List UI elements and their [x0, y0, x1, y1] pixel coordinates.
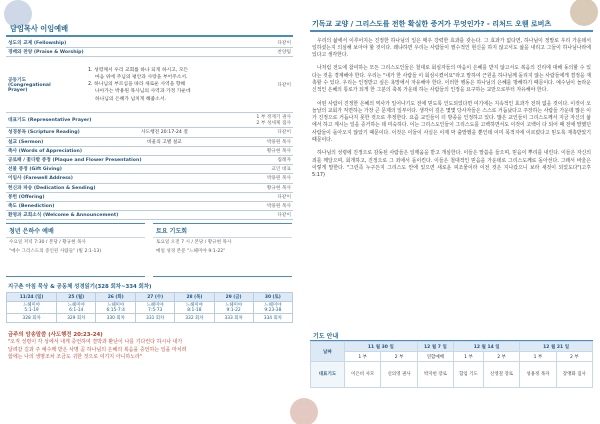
order-row: 성경봉독 (Scripture Reading) 사도행전 20:17-24 절 다같이 — [6, 128, 293, 137]
saturday-prayer-title: 토요 기도회 — [153, 224, 292, 238]
reading-dates-row: 11/24 (일) 25 (월) 26 (화) 27 (수) 28 (목) 29 (금) 30 (토) — [7, 293, 293, 302]
order-row: 설교 (Sermon) 바울의 고별 설교 박용원 목사 — [6, 137, 293, 146]
page-title-left: 담임목사 이임예배 — [10, 24, 69, 33]
order-leader: 찬양팀 — [243, 48, 293, 57]
order-leader: 다같이 — [243, 57, 293, 113]
order-label: 공동기도 (Congregational Prayer) — [6, 57, 86, 113]
right-panel — [310, 19, 593, 419]
order-row: 공로패 / 꽃다발 증정 (Plaque and Flower Presentation) 집례자 — [6, 155, 293, 164]
weekly-meetings — [6, 223, 293, 277]
prayer-dates-row: 날짜 11 월 30 일 12 월 7 일 12 월 14 일 12 월 21 일 — [311, 342, 593, 352]
essay-paragraph: 어떤 사람이 진정한 은혜의 역사가 일어나기도 전에 믿도록 인도되었다면 여기에는 지속적인 효과가 전혀 없을 것이다. 이것이 오늘날의 교회가 직면하는 가장 큰 문제의 일부이다. 생각이 깊은 몇몇 당사자들은 스스로 거듭났다고 주장하는 사람들 가운데 많은 이가 진정으로 거듭나지 못한 것으로 추정한다. 요즘 교인들이 더 방종을 인정하고 있다. 많은 교인들이 그리스도께서 지금 자신의 삶에서 하고 계시는 일을 증거하는 데 미숙하다. 이는 그리스도인들이 그리스도를 고백하면서도 이것이 고백이 다 되어 때 전에 말했던 사람들이 돌아오지 않았기 때문이다. 이것은 이들이 사실은 이제 막 출발했을 뿐인데 이미 목적지에 이르렀다고 믿도록 재촉받았기 때문이다. — [312, 100, 591, 144]
memory-verse-title: 금주의 암송말씀 (사도행전 20:23-24) — [8, 332, 103, 339]
essay-paragraph: 우리의 삶에서 이루어지는 진정한 하나님의 일은 매우 강력한 효과를 갖는다. 그 효과가 없다면, 하나님이 정말로 우리 가운데서 일하셨는지 의심해 보아야 할 것이다. 왜냐하면 우리는 사람들이 필수적인 현신을 하지 않고서도 삶을 내리고 그들이 하나님나라에 있다고 생각한다. — [312, 37, 591, 59]
order-leader: 1 부 정재기 권사 2 부 성세제 집사 — [243, 113, 293, 128]
order-row: 환영과 교회소식 (Welcome & Announcement) 다같이 — [6, 211, 293, 220]
prayer-names-row: 대표기도 이은비 사모 신의영 권사 박지헌 장로 함임 기도 신영철 장로 성용정 목자 장앵화 집사 — [311, 362, 593, 388]
saturday-prayer-passage: 매일 성경 본문 "느헤미야 9:1-22" — [156, 249, 226, 255]
order-row: 축사 (Words of Appreciation) 황규현 목사 — [6, 146, 293, 155]
order-row: 봉헌 (Offering) 다같이 — [6, 192, 293, 201]
memory-verse-text: "오직 성령이 각 성에서 내게 증언하여 결박과 환난이 나를 기다린다 하시나 내가 달려갈 길과 주 예수께 받은 사명 곧 하나님의 은혜의 복음을 증언하는 일을 마치려 함에는 나의 생명조차 조금도 귀한 것으로 여기지 아니하노라" — [8, 339, 187, 361]
youth-worship-title: 청년 은하수 예배 — [6, 224, 145, 238]
youth-worship-box — [6, 223, 145, 277]
left-panel — [6, 24, 293, 419]
reading-passages-row: 느헤미야 5:1-19 느헤미야 6:1-14 느헤미야 6:15-7:4 느헤미야 7:5-73 느헤미야 8:1-18 느헤미야 9:1-22 느헤미야 9:23-38 — [7, 302, 293, 314]
prayer-schedule — [310, 331, 593, 388]
youth-worship-time: 수요일 저녁 7:30 / 본당 / 황규현 목사 — [9, 240, 86, 246]
order-row-prayer — [6, 57, 293, 113]
bible-reading-table — [6, 292, 293, 323]
saturday-prayer-box — [153, 223, 292, 277]
prayer-schedule-title: 기도 안내 — [310, 331, 593, 341]
essay-paragraph: 나처럼 전도에 참여하는 모든 그리스도인들은 철대로 회심자들의 마음이 은혜를 받지 않고서도 복음의 진리에 대해 동의할 수 있다는 것을 경계해야 한다. 우리는 "내가 한 사람들 이 회심시켰어요"라고 말하여 근원을 하나님께 돌리지 않는 사람들에게 결정을 재촉할 수 있다. 우리는 인정받고 싶은 욕망에서 자유해야 한다. 이러한 행동은 하나님의 은혜를 방해하기 때문이다. 예수님이 놀라운 신적인 은혜의 통로가 되게 한 그분의 축복 가운데 하는 사람들의 인정을 요구하는 교만으로부터 자유해야 한다. — [312, 65, 591, 94]
essay-body — [310, 32, 593, 180]
order-row: 헌신과 파송 (Dedication & Sending) 황규현 목사 — [6, 183, 293, 192]
bible-reading-title: 지구촌 아침 묵상 & 공동체 성경읽기(328 회차~334 회차) — [8, 284, 152, 291]
order-label: 대표기도 (Representative Prayer) — [6, 113, 243, 128]
order-row: 이임사 (Farewell Address) 박용원 목사 — [6, 174, 293, 183]
prayer-text: 1. 성령께서 우리 교회를 하나 되게 하시고, 모든 마음 위에 주님의 평안과 사랑을 부어주소서. 2. 하나님의 부르심을 따라 새로운 사역을 향해 나아가는 박용원 목사님의 사역과 가정 가운데 하나님의 은혜가 넘치게 해줍소서. — [86, 57, 243, 113]
worship-order-table — [6, 39, 293, 221]
order-label: 성도의 교제 (Fellowship) — [6, 39, 243, 48]
order-leader: 다같이 — [243, 39, 293, 48]
reading-counts-row: 328 회차 329 회차 330 회차 331 회차 332 회차 333 회차 334 회차 — [7, 314, 293, 323]
saturday-prayer-time: 토요일 오전 7 시 / 본당 / 황규현 목사 — [156, 240, 232, 246]
order-row: 축도 (Benediction) 박용원 목사 — [6, 201, 293, 210]
order-label: 경배와 찬양 (Praise & Worship) — [6, 48, 243, 57]
prayer-service-row: 1 부 2 부 연합예배 1 부 2 부 1 부 2 부 — [311, 352, 593, 362]
order-row — [6, 39, 293, 48]
order-row — [6, 48, 293, 57]
title-divider — [6, 35, 293, 37]
prayer-schedule-table — [310, 341, 593, 388]
essay-paragraph: 하나님의 성령에 진정으로 감동된 사람들은 일깨움을 받고 개심한다. 이들은 말씀을 들으며, 믿음이 뿌리를 내린다. 이들은 자신의 죄를 깨달으며, 회개하고, 진정으로 그 죄에서 돌이킨다. 이들은 철대적인 믿음을 가운데로 그리스도께로 돌아선다. 그래서 바울은 이렇게 말한다. "그런즉 누구든지 그리스도 안에 있으면 새로운 피조물이라 이전 것은 지나갔으니 보라 새것이 되었도다"(고후 5:17) — [312, 150, 591, 179]
page-title-right: 기독교 교양 / 그리스도를 전한 확실한 증거가 무엇인가? - 리처드 오웬 로버츠 — [312, 20, 552, 28]
order-row: 선물 증정 (Gift Giving) 교인 대표 — [6, 165, 293, 174]
order-row-representative — [6, 113, 293, 128]
youth-worship-theme: "예수 그리스도의 증인된 사람들" (빌 2:1-13) — [9, 249, 102, 255]
